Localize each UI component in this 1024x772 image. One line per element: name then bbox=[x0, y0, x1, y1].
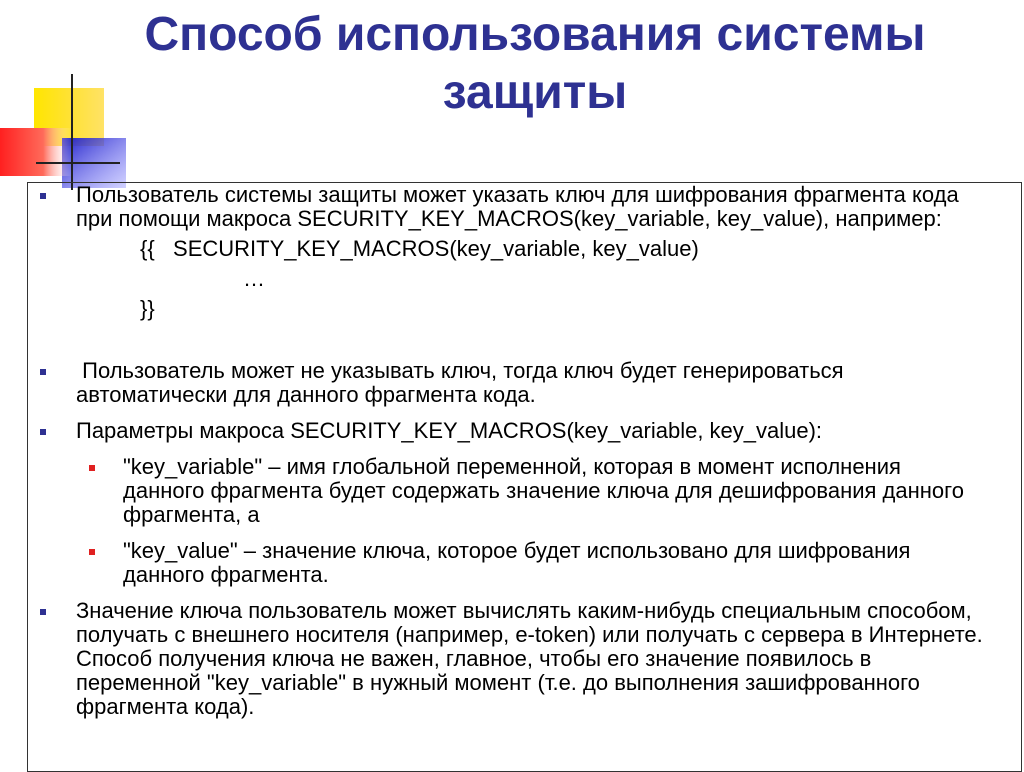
bullet-text-3: Параметры макроса SECURITY_KEY_MACROS(key_variable, key_value): bbox=[76, 418, 823, 443]
sub-bullet-item-1 bbox=[123, 455, 986, 527]
sub-bullet-square-icon bbox=[89, 549, 95, 555]
bullet-item-3 bbox=[76, 419, 986, 443]
red-square bbox=[0, 128, 72, 176]
code-close-line: }} bbox=[140, 296, 155, 321]
bullet-square-icon bbox=[40, 609, 46, 615]
bullet-text-4: Значение ключа пользователь может вычислять каким-нибудь специальным способом, получать с внешнего носителя (например, e-token) или получать с сервера в Интернете. Способ получения ключа не важен, главное, чтобы его значение появилось в переменной "key_variable" в нужный момент (т.е. до выполнения зашифрованного фрагмента кода). bbox=[76, 598, 983, 719]
bullet-item-1 bbox=[76, 183, 986, 321]
bullet-text-2: Пользователь может не указывать ключ, тогда ключ будет генерироваться автоматически для данного фрагмента кода. bbox=[76, 358, 850, 407]
content-body bbox=[76, 183, 986, 719]
sub-bullet-square-icon bbox=[89, 465, 95, 471]
sub-bullet-text-1: "key_variable" – имя глобальной переменной, которая в момент исполнения данного фрагмента будет содержать значение ключа для дешифрования данного фрагмента, а bbox=[123, 454, 964, 527]
code-open-line: {{ SECURITY_KEY_MACROS(key_variable, key_value) bbox=[140, 236, 699, 261]
sub-bullet-text-2: "key_value" – значение ключа, которое будет использовано для шифрования данного фрагмента. bbox=[123, 538, 911, 587]
bullet-item-4 bbox=[76, 599, 986, 719]
bullet-square-icon bbox=[40, 193, 46, 199]
bullet-text-1: Пользователь системы защиты может указать ключ для шифрования фрагмента кода при помощи макроса SECURITY_KEY_MACROS(key_variable, key_value), например: bbox=[76, 182, 959, 231]
bullet-square-icon bbox=[40, 429, 46, 435]
bullet-item-2 bbox=[76, 359, 986, 407]
code-ellipsis: … bbox=[243, 266, 265, 291]
page-title: Способ использования системы защиты bbox=[144, 8, 926, 119]
bullet-square-icon bbox=[40, 369, 46, 375]
sub-bullet-item-2 bbox=[123, 539, 986, 587]
